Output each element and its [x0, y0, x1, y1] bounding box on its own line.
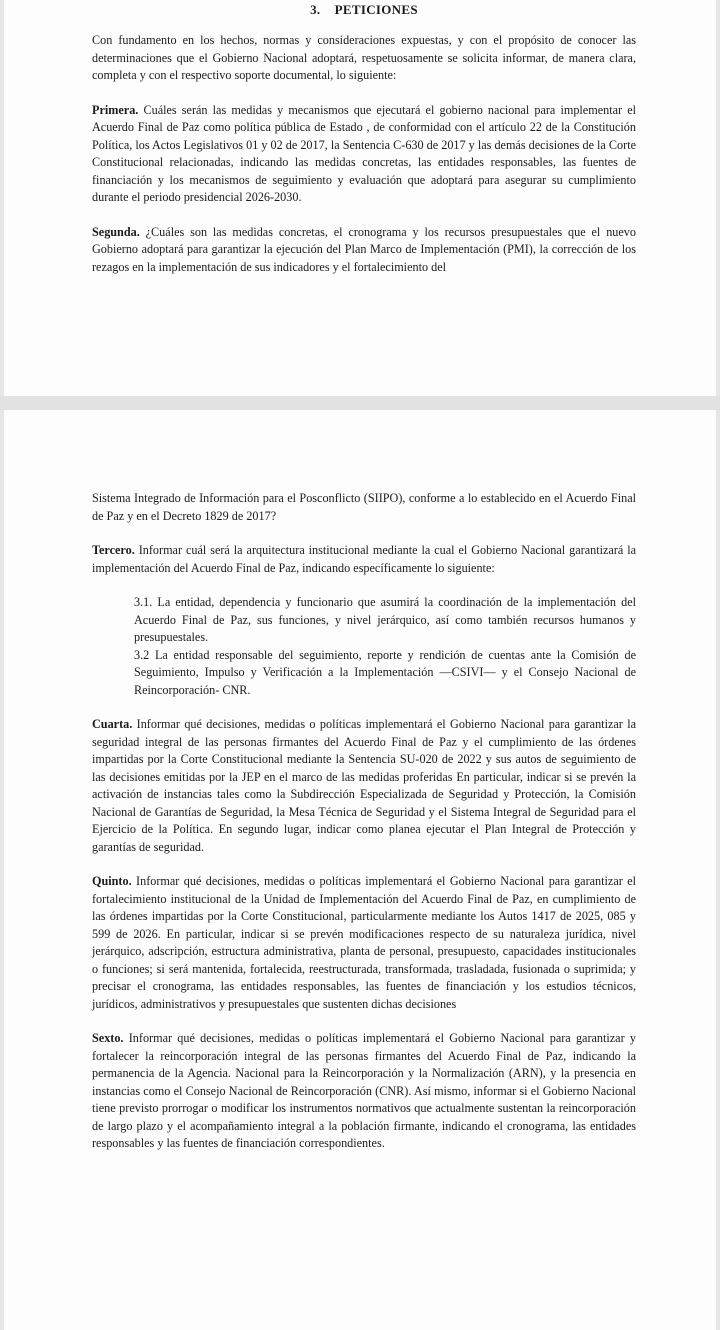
- petition-label: Segunda.: [92, 224, 140, 239]
- petition-label: Primera.: [92, 102, 139, 117]
- petition-cuarta: [92, 716, 636, 856]
- petition-label: Tercero.: [92, 543, 135, 557]
- petition-text: Informar qué decisiones, medidas o políticas implementará el Gobierno Nacional para garantizar la seguridad integral de las personas firmantes del Acuerdo Final de Paz y el cumplimiento de las órdenes impartidas por la Corte Constitucional mediante la Sentencia SU-020 de 2022 y sus autos de seguimiento de las decisiones emitidas por la JEP en el marco de las medidas proferidas En particular, indicar si se prevén la activación de instancias tales como la Subdirección Especializada de Seguridad y Protección, la Comisión Nacional de Garantías de Seguridad, la Mesa Técnica de Seguridad y el Sistema Integral de Seguridad para el Ejercicio de la Política. En segundo lugar, indicar como planea ejecutar el Plan Integral de Protección y garantías de seguridad.: [92, 717, 636, 854]
- document-page-1: [4, 0, 716, 396]
- section-heading: 3. PETICIONES: [310, 2, 418, 17]
- petition-text: ¿Cuáles son las medidas concretas, el cronograma y los recursos presupuestales que el nuevo Gobierno adoptará para garantizar la ejecución del Plan Marco de Implementación (PMI), la corrección de los rezagos en la implementación de sus indicadores y el fortalecimiento del: [92, 224, 636, 274]
- petition-label: Cuarta.: [92, 717, 133, 731]
- petition-tercero: [92, 542, 636, 577]
- petition-label: Quinto.: [92, 874, 132, 888]
- petition-text: Cuáles serán las medidas y mecanismos que ejecutará el gobierno nacional para implementar el Acuerdo Final de Paz como política pública de Estado , de conformidad con el artículo 22 de la Constitución Política, los Actos Legislativos 01 y 02 de 2017, la Sentencia C-630 de 2017 y las demás decisiones de la Corte Constitucional relacionadas, indicando las medidas concretas, las entidades responsables, las fuentes de financiación y los mecanismos de seguimiento y evaluación que adoptará para asegurar su cumplimiento durante el periodo presidencial 2026-2030.: [92, 102, 636, 204]
- petition-label: Sexto.: [92, 1031, 124, 1045]
- subitem-3-2: 3.2 La entidad responsable del seguimiento, reporte y rendición de cuentas ante la Comisión de Seguimiento, Impulso y Verificación a la Implementación —CSIVI— y el Consejo Nacional de Reincorporación- CNR.: [134, 647, 636, 697]
- tercero-subitems: [134, 594, 636, 699]
- petition-sexto: [92, 1030, 636, 1153]
- petition-segunda: [92, 224, 636, 277]
- document-page-2: [4, 410, 716, 1330]
- petition-quinto: [92, 873, 636, 1013]
- petition-primera: [92, 102, 636, 207]
- petition-text: Informar qué decisiones, medidas o políticas implementará el Gobierno Nacional para garantizar y fortalecer la reincorporación integral de las personas firmantes del Acuerdo Final de Paz, indicando la permanencia de la Agencia. Nacional para la Reincorporación y la Normalización (ARN), y la presencia en instancias como el Consejo Nacional de Reincorporación (CNR). Así mismo, informar si el Gobierno Nacional tiene previsto prorrogar o modificar los instrumentos normativos que actualmente sustentan la reincorporación de largo plazo y el acompañamiento integral a la población firmante, indicando el cronograma, las entidades responsables y las fuentes de financiación correspondientes.: [92, 1031, 636, 1150]
- petition-segunda-continuation: Sistema Integrado de Información para el Posconflicto (SIIPO), conforme a lo establecido en el Acuerdo Final de Paz y en el Decreto 1829 de 2017?: [92, 491, 636, 523]
- subitem-3-1: 3.1. La entidad, dependencia y funcionario que asumirá la coordinación de la implementación del Acuerdo Final de Paz, sus funciones, y nivel jerárquico, así como también recursos humanos y presupuestales.: [134, 595, 636, 644]
- page-separator: [0, 396, 720, 410]
- petition-text: Informar qué decisiones, medidas o políticas implementará el Gobierno Nacional para garantizar el fortalecimiento institucional de la Unidad de Implementación del Acuerdo Final de Paz, en cumplimiento de las órdenes impartidas por la Corte Constitucional, particularmente mediante los Autos 1417 de 2025, 085 y 599 de 2026. En particular, indicar si se prevén modificaciones respecto de su naturaleza jurídica, nivel jerárquico, adscripción, estructura administrativa, planta de personal, presupuesto, capacidades institucionales o funciones; si será mantenida, fortalecida, reestructurada, transformada, trasladada, fusionada o suprimida; y precisar el cronograma, las entidades responsables, las fuentes de financiación y los estudios técnicos, jurídicos, administrativos y presupuestales que sustenten dichas decisiones: [92, 874, 636, 1011]
- intro-paragraph: Con fundamento en los hechos, normas y consideraciones expuestas, y con el propósito de conocer las determinaciones que el Gobierno Nacional adoptará, respetuosamente se solicita informar, de manera clara, completa y con el respectivo soporte documental, lo siguiente:: [92, 33, 636, 82]
- petition-text: Informar cuál será la arquitectura institucional mediante la cual el Gobierno Nacional garantizará la implementación del Acuerdo Final de Paz, indicando específicamente lo siguiente:: [92, 543, 636, 575]
